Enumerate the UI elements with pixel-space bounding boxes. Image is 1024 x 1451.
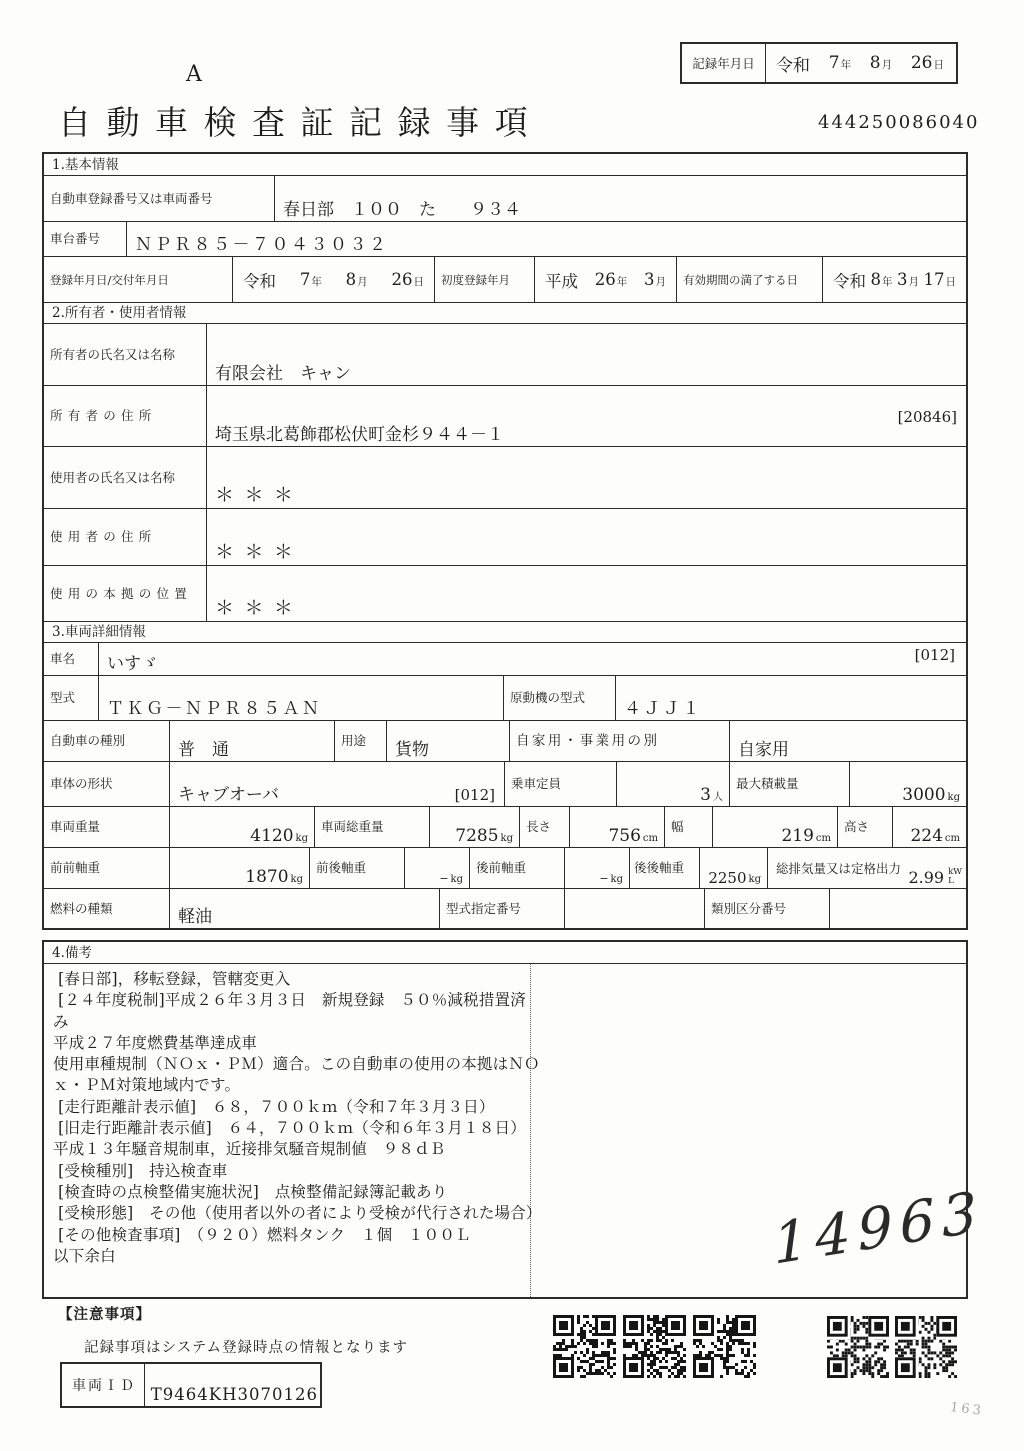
- displacement-label: 総排気量又は定格出力: [776, 861, 902, 876]
- remarks-line: み: [53, 1012, 69, 1031]
- max-load-label: 最大積載量: [729, 762, 849, 806]
- class-division-label: 類別区分番号: [704, 889, 829, 928]
- displacement-units: [948, 868, 962, 885]
- section1-heading: 1.基本情報: [52, 157, 119, 173]
- max-load-value: 3000: [902, 785, 946, 805]
- owner-address-cell: [206, 386, 966, 446]
- expiry-date-label: 有効期間の満了する日: [676, 257, 822, 302]
- rear-rear-axle-unit: kg: [748, 874, 761, 885]
- class-division-value: [829, 889, 966, 928]
- displacement-value: 2.99: [908, 868, 945, 887]
- body-shape-value: キャブオーバ: [178, 785, 279, 805]
- car-name-cell: [98, 643, 966, 675]
- record-date-box: [680, 42, 958, 84]
- remarks-line: [受検形態] その他（使用者以外の者により受検が代行された場合）: [53, 1204, 542, 1223]
- capacity-label: 乗車定員: [504, 762, 616, 806]
- expiry-day-unit: 日: [945, 276, 956, 288]
- remarks-line: [２４年度税制]平成２６年３月３日 新規登録 ５０％減税措置済: [53, 991, 526, 1010]
- record-date-era: 令和: [776, 55, 810, 76]
- handwritten-number: 14963: [771, 1179, 986, 1278]
- reg-date-month-unit: 月: [357, 276, 368, 288]
- displacement-value-group: [908, 848, 966, 888]
- reg-date-day: 26: [391, 270, 413, 289]
- reg-date-era: 令和: [243, 271, 276, 291]
- base-location-label: 使用の本拠の位置: [50, 585, 193, 601]
- car-name-code: [012]: [914, 646, 955, 664]
- section4-heading: 4.備考: [52, 945, 92, 961]
- remarks-line: 平成２７年度燃費基準達成車: [53, 1033, 258, 1052]
- vehicle-kind-label: 自動車の種別: [50, 733, 126, 748]
- rear-front-axle-label: 後前軸重: [469, 848, 564, 888]
- reg-date-month: 8: [345, 270, 357, 289]
- remarks-line: [走行距離計表示値] ６８，７００ｋｍ（令和７年３月３日）: [53, 1097, 495, 1116]
- vehicle-weight-value: 4120: [250, 826, 294, 846]
- owner-address-value: 埼玉県北葛飾郡松伏町金杉９４４－１: [215, 425, 504, 445]
- record-date-month: 8: [869, 53, 881, 73]
- first-reg-month-unit: 月: [655, 276, 666, 288]
- gross-weight-cell: [429, 807, 519, 847]
- section3-heading: 3.車両詳細情報: [52, 624, 146, 640]
- model-value: ＴＫＧ－ＮＰＲ８５ＡＮ: [98, 676, 503, 720]
- fuel-type-label: 燃料の種類: [50, 900, 113, 916]
- max-load-unit: kg: [947, 792, 960, 803]
- rear-rear-axle-value: 2250: [708, 869, 747, 887]
- expiry-era: 令和: [833, 271, 866, 291]
- reg-date-year-unit: 年: [311, 276, 322, 288]
- height-cell: [892, 807, 966, 847]
- car-name-value: いすゞ: [107, 654, 158, 674]
- first-registration-value: [534, 257, 676, 302]
- remarks-line: 平成１３年騒音規制車，近接排気騒音規制値 ９８ｄＢ: [53, 1140, 446, 1159]
- chassis-number-value: ＮＰＲ８５－７０４３０３２: [126, 222, 966, 256]
- record-date-day-unit: 日: [933, 59, 944, 71]
- qr-code: [623, 1315, 686, 1378]
- qr-code: [693, 1315, 756, 1378]
- record-date-value: [766, 44, 956, 82]
- qr-code: [895, 1316, 957, 1378]
- remarks-line: [旧走行距離計表示値] ６４，７００ｋｍ（令和６年３月１８日）: [53, 1119, 526, 1138]
- expiry-month: 3: [897, 270, 908, 289]
- handwritten-page-mark: 163: [949, 1399, 985, 1420]
- remarks-content: [44, 964, 542, 1297]
- remarks-line: ｘ・ＰＭ対策地域内です。: [53, 1076, 241, 1095]
- front-rear-axle-label: 前後軸重: [309, 848, 404, 888]
- length-value: 756: [608, 826, 641, 846]
- vehicle-weight-label: 車両重量: [50, 819, 101, 834]
- remarks-line: [検査時の点検整備実施状況] 点検整備記録簿記載あり: [53, 1182, 448, 1201]
- first-reg-year-unit: 年: [616, 276, 628, 288]
- document-number: 444250086040: [818, 112, 980, 133]
- fuel-type-value: 軽油: [169, 889, 439, 928]
- capacity-unit: 人: [713, 792, 723, 803]
- first-reg-era: 平成: [545, 271, 578, 291]
- front-rear-axle-value: −: [439, 872, 449, 885]
- front-front-axle-value: 1870: [245, 867, 289, 887]
- chassis-number-label: 車台番号: [50, 231, 101, 246]
- owner-address-label: 所有者の住所: [50, 408, 157, 423]
- type-designation-value: [564, 889, 704, 928]
- owner-name-value: 有限会社 キャン: [206, 324, 966, 385]
- registration-date-label: 登録年月日/交付年月日: [50, 272, 169, 287]
- capacity-cell: [616, 762, 729, 806]
- vehicle-id-label: 車両ＩＤ: [62, 1364, 145, 1406]
- vehicle-id-value: T9464KH3070126: [150, 1385, 318, 1404]
- expiry-day: 17: [923, 270, 945, 289]
- qr-code: [827, 1316, 889, 1378]
- reg-date-day-unit: 日: [413, 276, 424, 288]
- use-value: 貨物: [386, 721, 509, 761]
- main-table: [42, 152, 968, 930]
- use-label: 用途: [334, 721, 386, 761]
- remarks-line: [その他検査事項] （９２０）燃料タンク １個 １００Ｌ: [53, 1225, 471, 1244]
- expiry-date-value: [822, 257, 966, 302]
- expiry-month-unit: 月: [908, 276, 919, 288]
- vehicle-id-box: [60, 1362, 322, 1408]
- gross-weight-label: 車両総重量: [314, 807, 429, 847]
- rear-rear-axle-label: 後後軸重: [629, 848, 699, 888]
- remarks-line: [春日部]，移転登録，管轄変更入: [53, 970, 291, 988]
- rear-front-axle-unit: kg: [610, 874, 623, 885]
- record-date-label: 記録年月日: [682, 44, 766, 82]
- first-registration-label: 初度登録年月: [434, 257, 534, 302]
- body-shape-cell: [169, 762, 504, 806]
- page-title: 自動車検査証記録事項: [58, 103, 544, 142]
- remarks-lines: [44, 964, 542, 1297]
- displacement-cell: [767, 848, 966, 888]
- length-label: 長さ: [519, 807, 569, 847]
- width-cell: [712, 807, 837, 847]
- private-business-label: 自家用・事業用の別: [509, 721, 729, 761]
- reg-date-year: 7: [299, 270, 311, 289]
- engine-model-value: ４ＪＪ１: [615, 676, 966, 720]
- first-reg-year: 26: [594, 270, 616, 289]
- front-front-axle-unit: kg: [290, 874, 303, 885]
- user-address-label: 使用者の住所: [50, 529, 157, 544]
- record-date-day: 26: [910, 53, 933, 73]
- record-date-year: 7: [828, 53, 840, 73]
- height-label: 高さ: [837, 807, 892, 847]
- capacity-value: 3: [700, 785, 711, 805]
- remarks-line: 以下余白: [53, 1246, 116, 1265]
- width-label: 幅: [664, 807, 712, 847]
- qr-code: [553, 1315, 616, 1378]
- owner-name-label: 所有者の氏名又は名称: [50, 346, 176, 362]
- vehicle-weight-cell: [169, 807, 314, 847]
- body-shape-label: 車体の形状: [50, 776, 113, 791]
- remarks-line: [受検種別] 持込検査車: [53, 1161, 228, 1180]
- private-business-value: 自家用: [729, 721, 966, 761]
- displacement-unit-l: L: [948, 875, 954, 886]
- car-name-label: 車名: [50, 651, 76, 666]
- user-name-value: ＊＊＊: [206, 447, 966, 508]
- vehicle-kind-value: 普 通: [169, 721, 334, 761]
- notice-heading: 【注意事項】: [58, 1306, 151, 1323]
- model-label: 型式: [50, 690, 76, 705]
- rear-front-axle-value: −: [599, 872, 609, 885]
- user-name-label: 使用者の氏名又は名称: [50, 469, 176, 485]
- remarks-line: 使用車種規制（ＮＯｘ・ＰＭ）適合。この自動車の使用の本拠はＮＯ: [53, 1055, 540, 1074]
- registration-number-label: 自動車登録番号又は車両番号: [50, 190, 213, 206]
- first-reg-month: 3: [644, 270, 655, 289]
- length-cell: [569, 807, 664, 847]
- expiry-year: 8: [870, 270, 881, 289]
- rear-rear-axle-cell: [699, 848, 767, 888]
- expiry-year-unit: 年: [882, 276, 893, 288]
- height-value: 224: [910, 826, 943, 846]
- corner-mark: A: [186, 62, 202, 87]
- gross-weight-unit: kg: [500, 833, 513, 844]
- displacement-unit-kw: kW: [948, 867, 962, 877]
- width-value: 219: [781, 826, 814, 846]
- section2-heading: 2.所有者・使用者情報: [52, 305, 187, 321]
- record-date-year-unit: 年: [840, 59, 852, 71]
- height-unit: cm: [944, 833, 960, 844]
- notice-text: 記録事項はシステム登録時点の情報となります: [84, 1340, 409, 1356]
- rear-front-axle-cell: [564, 848, 629, 888]
- record-date-month-unit: 月: [881, 59, 893, 71]
- max-load-cell: [849, 762, 966, 806]
- front-front-axle-label: 前前軸重: [50, 860, 101, 875]
- owner-address-code: [20846]: [897, 408, 957, 426]
- registration-number-value: 春日部 １００ た ９３４: [274, 176, 966, 221]
- base-location-value: ＊＊＊: [206, 566, 966, 621]
- type-designation-label: 型式指定番号: [439, 889, 564, 928]
- body-shape-code: [012]: [454, 786, 495, 804]
- width-unit: cm: [815, 833, 831, 844]
- gross-weight-value: 7285: [455, 826, 499, 846]
- engine-model-label: 原動機の型式: [503, 676, 615, 720]
- registration-date-value: [232, 257, 434, 302]
- user-address-value: ＊＊＊: [206, 509, 966, 565]
- front-rear-axle-unit: kg: [450, 874, 463, 885]
- vehicle-weight-unit: kg: [295, 833, 308, 844]
- length-unit: cm: [642, 833, 658, 844]
- front-front-axle-cell: [169, 848, 309, 888]
- front-rear-axle-cell: [404, 848, 469, 888]
